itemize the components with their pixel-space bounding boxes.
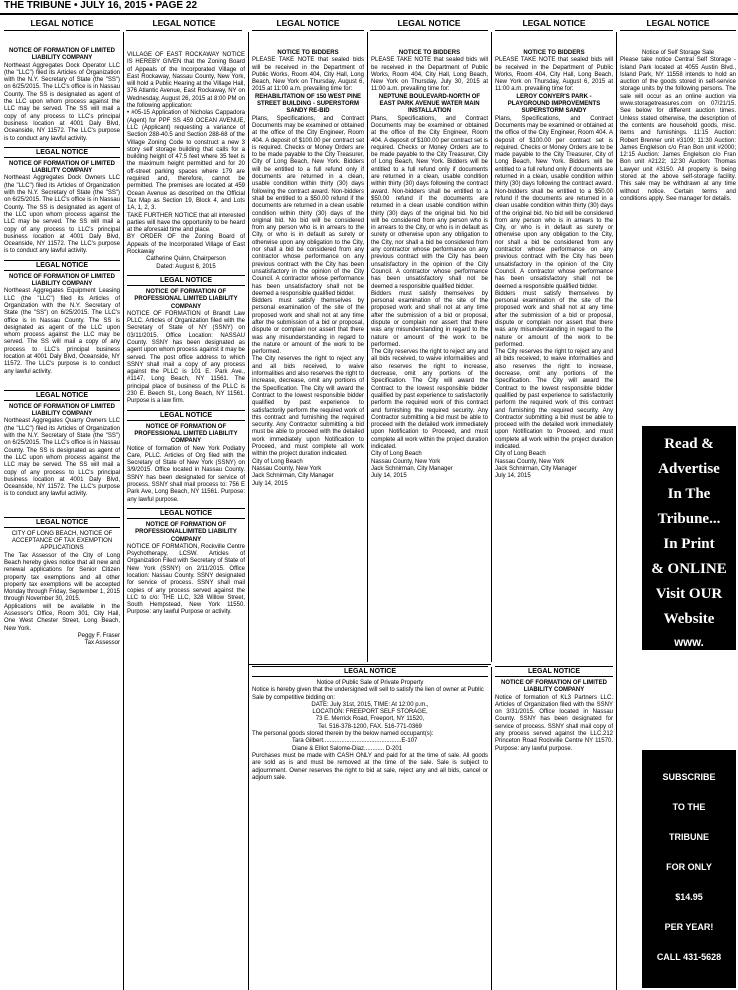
section-header-row (0, 17, 738, 31)
section-rule (249, 664, 491, 665)
legal-notice-divider: LEGAL NOTICE (252, 666, 488, 677)
signature-line: July 14, 2015 (252, 480, 288, 487)
notice-body: Northeast Aggregates Dock Owners LLC (the "LLC") filed its Articles of Organization with the N.Y. Secretary of State (the "SS") on 6/25/2015. The LLC's office is in Nassau County. The SS is designated as agent of the LLC upon whom process against the LLC may be served. The SS will mail a copy of any process to LLC's principal business location at 4001 Daly Blvd, Oceanside, NY 11572. The LLC's purpose is to conduct any lawful activity. (4, 175, 120, 255)
signature-line: City of Long Beach (371, 451, 422, 458)
legal-notice-header: LEGAL NOTICE (252, 17, 364, 31)
legal-notice-divider: LEGAL NOTICE (4, 390, 120, 401)
column-rule (491, 667, 492, 990)
signature-line: City of Long Beach (252, 458, 303, 465)
legal-notice-divider: LEGAL NOTICE (4, 517, 120, 528)
notice-body: NOTICE OF FORMATION, Rockville Centre Psychotherapy, LCSW. Articles of Organization Filed with Secretary of State of New York (SSNY) on 2/11/2015. Office location: Nassau County. SSNY designated for service of process. SSNY shall mail copies of any process served against the LLC to c/o: THE LLC, 328 Willow Street, South Hempstead, New York 11550. Purpose: any lawful Purpose or activity. (127, 543, 245, 616)
column-5 (495, 34, 613, 666)
notice-title: NOTICE OF FORMATION OF LIMITED LIABILITY COMPANY (9, 403, 115, 418)
notice-body: Bidders must satisfy themselves by personal examination of the site of the proposed work and shall not at any time after the submission of a bid or proposal, dispute or complain nor assert that there was any misunderstanding in regard to the nature or amount of the work to be performed. (495, 290, 613, 348)
promo-line: & ONLINE (651, 561, 727, 577)
signature-title: Tax Assessor (84, 640, 120, 647)
signature-line: Nassau County, New York (252, 465, 322, 472)
notice-body: Bidders must satisfy themselves by personal examination of the site of the proposed work and shall not at any time after the submission of a bid or proposal, dispute or complain nor assert that there was any misunderstanding in regard to the nature or amount of the work to be performed. (371, 290, 488, 348)
notice-body: NOTICE OF FORMATION of Brandt Law PLLC. Articles of Organization filed with the Secretary of State of NY (SSNY) on 03/11/2015. Office Location: NASSAU County. SSNY has been designated as agent upon whom process against it may be served. The post office address to which SSNY shall mail a copy of any process against the PLLC is 101 E. Park Ave., #1147, Long Beach, NY 11561. The principal place of business of the PLLC is 230 E. Beech St., Long Beach, NY 11561. Purpose is a law firm. (127, 310, 245, 405)
sale-address: 73 E. Merrick Road, Freeport, NY 11520, (315, 716, 425, 723)
occupant-line: Diane & Elliot Salome-Diaz............ D-201 (292, 745, 403, 752)
notice-title: Notice of Self Storage Sale (641, 50, 715, 56)
column-5-lower (495, 666, 613, 988)
signature-date: Dated: August 6, 2015 (156, 263, 216, 270)
notice-body: The personal goods stored therein by the below named occupant(s): (252, 731, 434, 738)
notice-intro: PLEASE TAKE NOTE that sealed bids will be received in the Department of Public Works, Room 404, City Hall, Long Beach, New York on Thursday, August 6, 2015 at 11:00 a.m. prevailing time for: (495, 57, 613, 93)
notice-body: Notice of formation of New York Podiatry Care, PLLC. Articles of Org filed with the Secretary of State of New York (SSNY) on 3/9/2015. Office located in Nassau County. SSNY has been designated for service of process. SSNY shall mail process to: 756 E Park Ave, Long Beach, NY 11561. Purpose: any lawful purpose. (127, 445, 245, 503)
signature-line: July 14, 2015 (495, 473, 531, 480)
advertise-promo-box (642, 426, 736, 671)
promo-line: FOR ONLY (666, 862, 712, 872)
signature-line: Jack Schnirman, City Manager (252, 473, 334, 480)
column-4 (371, 34, 488, 660)
legal-notice-divider: LEGAL NOTICE (4, 147, 120, 158)
notice-body: Applications will be available in the Assessor's Office, Room 301, City Hall, One West Chester Street, Long Beach, New York. (4, 603, 120, 632)
notice-intro: PLEASE TAKE NOTE that sealed bids will be received in the Department of Public Works, Room 404, City Hall, Long Beach, New York on Thursday, August 6, 2015 at 11:00 a.m. prevailing time for: (252, 57, 364, 93)
notice-body: VILLAGE OF EAST ROCKAWAY NOTICE IS HEREBY GIVEN that the Zoning Board of Appeals of the Incorporated Village of East Rockaway, Nassau County, New York, will hold a Public Hearing at the Village Hall, 376 Atlantic Avenue, East Rockaway, NY on Wednesday, August 26, 2015 at 8:00 PM on the following application: (127, 52, 245, 110)
notice-title: NOTICE OF FORMATION OF LIMITED LIABILITY COMPANY (501, 680, 607, 694)
notice-body: Plans, Specifications, and Contract Documents may be examined or obtained at the office of the City Engineer, Room 404. A deposit of $100.00 per contract set is required. Checks or Money Orders are to be made payable to the City Treasurer, City of Long Beach, New York. Bidders will be entitled to a full refund only if documents are returned in a clean, usable condition within thirty (30) days following the contract award. Non-bidders shall be entitled to a $50.00 refund if the documents are returned in a clean usable condition within thirty (30) days of the original bid. No bid will be considered from any person who is in arrears to the City, or who is in default as surety or otherwise upon any obligation to the City, nor shall a bid be considered from any contractor whose performance on any previous contract with the City has been unsatisfactory in the opinion of the City Council. A contractor whose performance has been unsatisfactory shall not be deemed a responsible qualified bidder. (252, 115, 364, 297)
notice-intro: PLEASE TAKE NOTE that sealed bids will be received in the Department of Public Works, Room 404, City Hall, Long Beach, New York on Thursday, July 30, 2015 at 11:00 a.m. prevailing time for: (371, 57, 488, 93)
sale-date: DATE: July 31st, 2015, TIME: At 12:00 p.m., (311, 701, 429, 708)
notice-title: NOTICE TO BIDDERS (398, 50, 461, 56)
website-link[interactable]: Litribune.com (650, 659, 728, 671)
notice-title: NOTICE OF FORMATION OF LIMITED LIABILITY COMPANY (9, 273, 115, 288)
notice-body: Bidders must satisfy themselves by personal examination of the site of the proposed work and shall not at any time after the submission of a bid or proposal, dispute or complain nor assert that there was any misunderstanding in regard to the nature or amount of the work to be performed. (252, 298, 364, 356)
notice-body: TAKE FURTHER NOTICE that all interested parties will have the opportunity to be heard at the aforesaid time and place. (127, 212, 245, 234)
notice-body: Northeast Aggregates Dock Operator LLC (the "LLC") filed its Articles of Organization with the N.Y. Secretary of State (the "SS") on 6/25/2015. The LLC's office is in Nassau County. The SS is designated as agent of the LLC upon whom process against the LLC may be served. The SS will mail a copy of any process to LLC's principal business location at 4001 Daly Blvd, Oceanside, NY 11572. The LLC's purpose is to conduct any lawful activity. (4, 62, 120, 142)
phone-number: CALL 431-5628 (656, 952, 722, 962)
masthead-rule (0, 13, 738, 15)
subscribe-promo-box (642, 750, 736, 988)
signature-name: Peggy F. Fraser (77, 632, 120, 639)
notice-body: The Tax Assessor of the City of Long Beach hereby gives notice that all new and renewal applications for Senior Citizen property tax exemptions and all other property tax exemptions will be accepted Monday through Friday, September 1, 2015 through November 30, 2015. (4, 552, 120, 603)
column-2 (127, 34, 245, 988)
notice-title: NOTICE TO BIDDERS (523, 50, 585, 56)
legal-notice-divider: LEGAL NOTICE (495, 666, 613, 677)
signature-line: Jack Schnirman, City Manager (371, 465, 453, 472)
signature-line: Nassau County, New York (495, 458, 565, 465)
signature-line: City of Long Beach (495, 451, 546, 458)
promo-line: Visit OUR (655, 586, 723, 602)
notice-intro: Notice is hereby given that the undersigned will sell to satisfy the lien of owner at Public Sale by competitive bidding on: (252, 687, 484, 701)
notice-body: The City reserves the right to reject any and all bids received, to waive informalities and also reserves the right to increase, decrease, omit any portions of the Specification. The City will award the Contract to the lowest responsible bidder qualified by past experience to satisfactorily perform the required work of this contract and furnishing the required security. Any Contractor submitting a bid must be able to proceed with the detailed work immediately upon Notification to Proceed, and must complete all work within the project duration indicated. (495, 349, 613, 451)
promo-line: Website (663, 611, 715, 627)
notice-title: Notice of Public Sale of Private Property (316, 680, 424, 686)
notice-title: NOTICE OF FORMATION OF PROFESSIONALLIMITED LIABILITY COMPANY (135, 521, 237, 543)
promo-line: TRIBUNE (669, 832, 709, 842)
notice-body: Purchases must be made with CASH ONLY and paid for at the time of sale. All goods are sold as is and must be removed at the time of the sale. Sale is subject to adjournment. Owner reserves the right to bid at sale, reject any and all bids, cancel or adjourn sale. (252, 752, 488, 781)
occupant-line: Tara Gilbert...............................................E-107 (292, 738, 418, 745)
legal-notice-header: LEGAL NOTICE (495, 17, 613, 31)
notice-body: Northeast Aggregates Quarry Owners LLC (the "LLC") filed its Articles of Organization with the N.Y. Secretary of State (the "SS") on 6/25/2015. The LLC's office is in Nassau County. The SS is designated as agent of the LLC upon whom process against the LLC may be served. The SS will mail a copy of any process to LLC's principal business location at 4001 Daly Blvd, Oceanside, NY 11572. The LLC's purpose is to conduct any lawful activity. (4, 418, 120, 498)
legal-notice-header: LEGAL NOTICE (126, 17, 242, 31)
legal-notice-header: LEGAL NOTICE (370, 17, 488, 31)
legal-notice-header: LEGAL NOTICE (4, 17, 120, 31)
signature-line: Nassau County, New York (371, 458, 441, 465)
project-title: LEROY CONYER'S PARK - PLAYGROUND IMPROVEMENTS SUPERSTORM SANDY (507, 93, 601, 115)
masthead: THE TRIBUNE • JULY 16, 2015 • PAGE 22 (4, 0, 198, 11)
column-rule (248, 32, 249, 990)
promo-line: In The (667, 486, 711, 502)
notice-body: • #05-15 Application of Nicholas Cappadora (Agent) for PPF SS 459 OCEAN AVENUE, LLC (Applicant) requesting a variance of Section 288-40.5 and Section 288-68 of the Village Zoning Code to construct a new 3 story self storage building that calls for a building height of 47.5 feet where 35 feet is the maximum height permitted and for 20 off-street parking spaces where 179 are required and, therefore, cannot be permitted. The premises are located at 459 Ocean Avenue as described on the Official Tax Map as Section 19, Block 4, and Lots 1A, 1, 2, 3. (127, 110, 245, 212)
notice-title: NOTICE OF FORMATION OF LIMITED LIABILITY COMPANY (9, 48, 115, 62)
legal-notice-divider: LEGAL NOTICE (127, 410, 245, 421)
notice-body: BY ORDER OF the Zoning Board of Appeals of the Incorporated Village of East Rockaway (127, 234, 245, 256)
column-rule (491, 32, 492, 662)
promo-line: SUBSCRIBE (662, 772, 716, 782)
notice-title: CITY OF LONG BEACH, NOTICE OF ACCEPTANCE OF TAX EXEMPTION APPLICATIONS (11, 530, 113, 552)
column-3 (252, 34, 364, 660)
promo-line: Tribune... (657, 511, 721, 527)
notice-title: NOTICE OF FORMATION OF PROFESSIONAL LIMITED LIABILITY COMPANY (134, 423, 238, 445)
legal-notice-header: LEGAL NOTICE (620, 17, 736, 31)
signature-line: July 14, 2015 (371, 473, 407, 480)
column-1 (4, 34, 120, 988)
project-title: REHABILITATION OF 150 WEST PINE STREET BUILDING - SUPERSTORM SANDY RE-BID (254, 93, 362, 115)
notice-title: NOTICE OF FORMATION OF LIMITED LIABILITY COMPANY (9, 160, 115, 175)
notice-title: NOTICE TO BIDDERS (277, 50, 339, 56)
notice-body: Plans, Specifications, and Contract Documents may be examined or obtained at the office of the City Engineer, Room 404. A deposit of $100.00 per contract set is required. Checks or Money Orders are to be made payable to the City Treasurer, City of Long Beach, New York. Bidders will be entitled to a full refund only if documents are returned in a clean, usable condition within thirty (30) days following the contract award. Non-bidders shall be entitled to a $50.00 refund if the documents are returned in a clean usable condition within thirty (30) days of the original bid. No bid will be considered from any person who is in arrears to the City, or who is in default as surety or otherwise upon any obligation to the City, nor shall a bid be considered from any contractor whose performance on any previous contract with the City has been unsatisfactory in the opinion of the City Council. A contractor whose performance has been unsatisfactory shall not be deemed a responsible qualified bidder. (371, 115, 488, 290)
project-title: NEPTUNE BOULEVARD-NORTH OF EAST PARK AVENUE WATER MAIN INSTALLATION (378, 93, 481, 115)
legal-notice-divider: LEGAL NOTICE (127, 508, 245, 519)
public-sale-notice (252, 666, 488, 988)
signature-line: Jack Schnirman, City Manager (495, 465, 577, 472)
column-rule (616, 32, 617, 990)
legal-notice-divider: LEGAL NOTICE (127, 275, 245, 286)
sale-phone: Tel. 516-378-1200, FAX. 516-771-0369 (318, 723, 422, 730)
notice-body: The City reserves the right to reject any and all bids received, to waive informalities and also reserves the right to increase, decrease, omit any portions of the Specification. The City will award the Contract to the lowest responsible bidder qualified by past experience to satisfactorily perform the required work of this contract and furnishing the required security. Any Contractor submitting a bid must be able to proceed with the detailed work immediately upon Notification to Proceed, and must complete all work within the project duration indicated. (252, 356, 364, 458)
promo-line: TO THE (672, 802, 706, 812)
notice-body: Northeast Aggregates Equipment Leasing LLC (the "LLC") filed its Articles of Organization with the N.Y. Secretary of State (the "SS") on 6/25/2015. The LLC's office is in Nassau County. The SS is designated as agent of the LLC upon whom process against the LLC may be served. The SS will mail a copy of any process to LLC's principal business location at 4001 Daly Blvd, Oceanside, NY 11572. The LLC's purpose is to conduct any lawful activity. (4, 288, 120, 375)
notice-body: Notice of formation of KL3 Partners LLC. Articles of Organization filed with the SSNY on 3/31/2015. Office located in Nassau County. SSNY has been designated for service of process. SSNY shall mail copy of any process served against the LLC.212 Princeton Road Rockville Centre NY 11570. Purpose: any lawful purpose. (495, 694, 613, 752)
promo-line: Read & (664, 436, 714, 452)
column-rule (367, 32, 368, 662)
notice-body: Please take notice Central Self Storage - Island Park located at 4055 Austin Blvd., Island Park, NY 11558 intends to hold an auction of the goods stored in self-service storage units by the following persons. The sale will occur as an online auction via www.storagetreasures.com on 07/21/15. See below for different auction times. Unless stated otherwise, the description of the contents are household goods, misc. items and furnishings. 11:15 Auction: Robert Brenner unit #3109; 11:30 Auction: James Englelson c/o Fran Bon unit #2000; 12:15 Auction: James Englelson c/o Fran Bon unit #2122; 12:30 Auction: Thomas Lawyer unit #3150. All property is being stored at the above self-storage facility. This sale may be withdrawn at any time without notice. Certain terms and conditions apply. See manager for details. (620, 57, 736, 202)
notice-body: Plans, Specifications, and Contract Documents may be examined or obtained at the office of the City Engineer, Room 404. A deposit of $100.00 per contract set is required. Checks or Money Orders are to be made payable to the City Treasurer, City of Long Beach, New York. Bidders will be entitled to a full refund only if documents are returned in a clean, usable condition within thirty (30) days following the contract award. Non-bidders shall be entitled to a $50.00 refund if the documents are returned in a clean usable condition within thirty (30) days of the original bid. No bid will be considered from any person who is in arrears to the City, or who is in default as surety or otherwise upon any obligation to the City, nor shall a bid be considered from any contractor whose performance on any previous contract with the City has been unsatisfactory in the opinion of the City Council. A contractor whose performance has been unsatisfactory shall not be deemed a responsible qualified bidder. (495, 115, 613, 290)
sale-location: LOCATION: FREEPORT SELF STORAGE, (312, 709, 428, 716)
notice-body: The City reserves the right to reject any and all bids received, to waive informalities and also reserves the right to increase, decrease, omit any portions of the Specification. The City will award the Contract to the lowest responsible bidder qualified by past experience to satisfactorily perform the required work of this contract and furnishing the required security. Any Contractor submitting a bid must be able to proceed with the detailed work immediately upon Notification to Proceed, and must complete all work within the project duration indicated. (371, 349, 488, 451)
promo-line: In Print (663, 536, 715, 552)
column-6 (620, 34, 736, 424)
column-rule (123, 32, 124, 990)
promo-line: PER YEAR! (664, 922, 714, 932)
promo-line: $14.95 (675, 892, 703, 902)
notice-title: NOTICE OF FORMATION OF PROFESSIONAL LIMITED LIABILITY COMPANY (134, 288, 238, 310)
legal-notice-divider: LEGAL NOTICE (4, 260, 120, 271)
promo-line: www. (674, 637, 704, 649)
signature-name: Catherine Quinn, Chairperson (146, 256, 226, 263)
promo-line: Advertise (658, 461, 720, 477)
